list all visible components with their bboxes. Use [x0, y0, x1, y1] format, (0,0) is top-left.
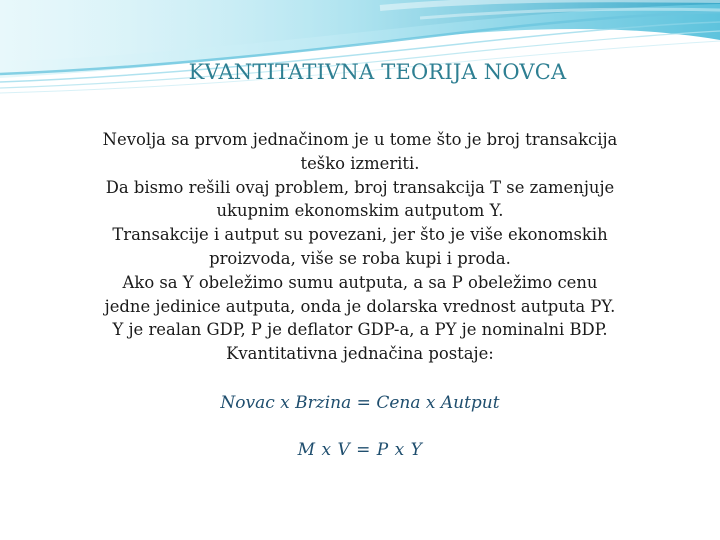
slide-title: KVANTITATIVNA TEORIJA NOVCA	[188, 60, 567, 84]
body-line: Transakcije i autput su povezani, jer što je više ekonomskih	[112, 225, 608, 245]
body-line: Ako sa Y obeležimo sumu autputa, a sa P obeležimo cenu	[122, 272, 598, 292]
body-line: Da bismo rešili ovaj problem, broj transakcija T se zamenjuje	[105, 177, 615, 197]
body-line: Kvantitativna jednačina postaje:	[226, 344, 494, 364]
equation-symbols: M x V = P x Y	[297, 440, 423, 460]
body-line: teško izmeriti.	[300, 153, 420, 173]
body-line: jedne jedinice autputa, onda je dolarska vrednost autputa PY.	[104, 296, 616, 316]
body-line: Nevolja sa prvom jednačinom je u tome što je broj transakcija	[102, 130, 618, 149]
equation-words: Novac x Brzina = Cena x Autput	[220, 393, 500, 413]
body-line: proizvoda, više se roba kupi i proda.	[209, 248, 511, 268]
body-line: ukupnim ekonomskim autputom Y.	[216, 201, 504, 221]
body-line: Y je realan GDP, P je deflator GDP-a, a PY je nominalni BDP.	[112, 320, 608, 340]
slide-body	[80, 128, 640, 366]
decorative-wave-banner	[0, 0, 720, 110]
